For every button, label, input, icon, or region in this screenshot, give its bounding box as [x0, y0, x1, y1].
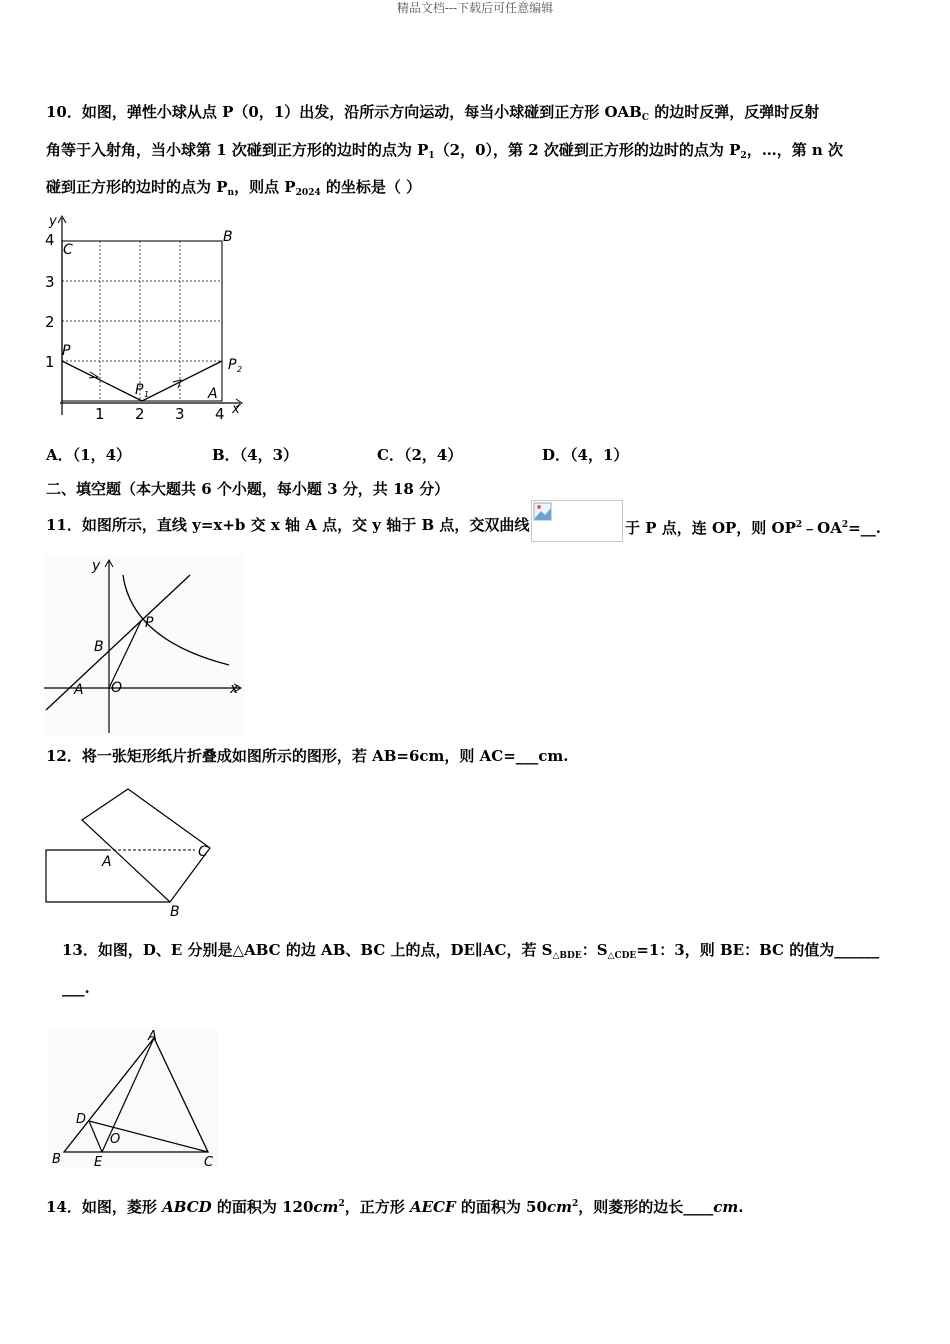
- q11-label-P: P: [145, 615, 154, 631]
- q11-text-part2: 于 P 点，连 OP，则 $OP^2﹣OA^2=\_\_$.: [625, 519, 881, 537]
- q12-label-A: A: [102, 854, 112, 870]
- q10-xtick-2: 2: [135, 405, 145, 423]
- section-heading: 二、填空题（本大题共 6 个小题，每小题 3 分，共 18 分）: [46, 480, 450, 498]
- q10-option-a: A．（1，4）: [46, 446, 132, 464]
- q10-x-label: x: [232, 402, 240, 417]
- q10-label-P1: P: [135, 382, 144, 398]
- q12-text: 12．将一张矩形纸片折叠成如图所示的图形，若 AB=6cm，则 AC=___cm.: [46, 747, 569, 765]
- q12-label-B: B: [170, 904, 180, 920]
- q10-option-c: C．（2，4）: [377, 446, 463, 464]
- q13-label-B: B: [52, 1152, 61, 1167]
- q10-label-A: A: [208, 386, 218, 402]
- q10-xtick-4: 4: [215, 405, 225, 423]
- q13-label-C: C: [204, 1155, 214, 1170]
- q10-ytick-2: 2: [45, 313, 55, 331]
- q13-line2: ___.: [62, 979, 90, 997]
- q10-y-label: y: [49, 214, 57, 229]
- q13-line1: 13．如图，D、E 分别是△ABC 的边 AB、BC 上的点，DE∥AC，若 $S_{\triangle BDE}$：$S_{\triangle CDE}=1$：3，则 BE：BC 的值为______: [62, 941, 880, 961]
- q10-label-C: C: [63, 242, 73, 258]
- q13-label-O: O: [110, 1132, 121, 1147]
- q10-label-P2: P: [228, 357, 237, 373]
- q14-text: 14．如图，菱形 ABCD 的面积为 $120cm^2$，正方形 AECF 的面积为 $50cm^2$，则菱形的边长____cm.: [46, 1198, 744, 1216]
- q10-label-B: B: [223, 229, 233, 245]
- q10-grid: [62, 241, 222, 401]
- q10-ytick-4: 4: [45, 231, 55, 249]
- q10-xtick-1: 1: [95, 405, 105, 423]
- q11-label-O: O: [111, 680, 123, 696]
- q12-figure: [40, 780, 230, 920]
- q10-option-b: B．（4，3）: [212, 446, 299, 464]
- q12-label-C: C: [198, 844, 208, 860]
- q10-option-d: D．（4，1）: [542, 446, 629, 464]
- q10-label-P: P: [62, 343, 71, 359]
- q10-ytick-3: 3: [45, 273, 55, 291]
- q13-label-A: A: [148, 1029, 157, 1044]
- broken-image-icon: [533, 502, 553, 522]
- q10-xtick-3: 3: [175, 405, 185, 423]
- q11-formula-image: [531, 500, 623, 542]
- q11-figure: [44, 555, 244, 735]
- q10-label-P2-sub: 2: [237, 365, 243, 374]
- q11-label-y: y: [92, 558, 101, 574]
- q10-label-P1-sub: 1: [144, 390, 150, 399]
- page-header: 精品文档---下载后可任意编辑: [396, 1, 554, 15]
- q11-text-part1: 11．如图所示，直线 y=x+b 交 x 轴 A 点，交 y 轴于 B 点，交双曲线: [46, 516, 530, 534]
- q11-label-x: x: [230, 681, 239, 697]
- q12-folded-strip: [82, 789, 210, 902]
- q10-line1: 10．如图，弹性小球从点 P（0，1）出发，沿所示方向运动，每当小球碰到正方形 $OAB_C$ 的边时反弹，反弹时反射: [46, 103, 820, 123]
- q13-figure: [44, 1028, 224, 1178]
- q10-ytick-1: 1: [45, 353, 55, 371]
- q13-label-E: E: [94, 1155, 103, 1170]
- q10-line2: 角等于入射角，当小球第 1 次碰到正方形的边时的点为 $P_1(2$，0），第 2 次碰到正方形的边时的点为 $P_2$，…，第 n 次: [46, 141, 844, 161]
- q13-figure-bg: [48, 1028, 218, 1168]
- q10-figure: [40, 210, 255, 425]
- q13-label-D: D: [76, 1112, 87, 1127]
- q11-label-A: A: [74, 682, 84, 698]
- q10-line3: 碰到正方形的边时的点为 $P_n$，则点 $P_{2024}$ 的坐标是（ ）: [46, 178, 422, 198]
- q11-label-B: B: [94, 639, 104, 655]
- q11-figure-bg: [44, 555, 244, 735]
